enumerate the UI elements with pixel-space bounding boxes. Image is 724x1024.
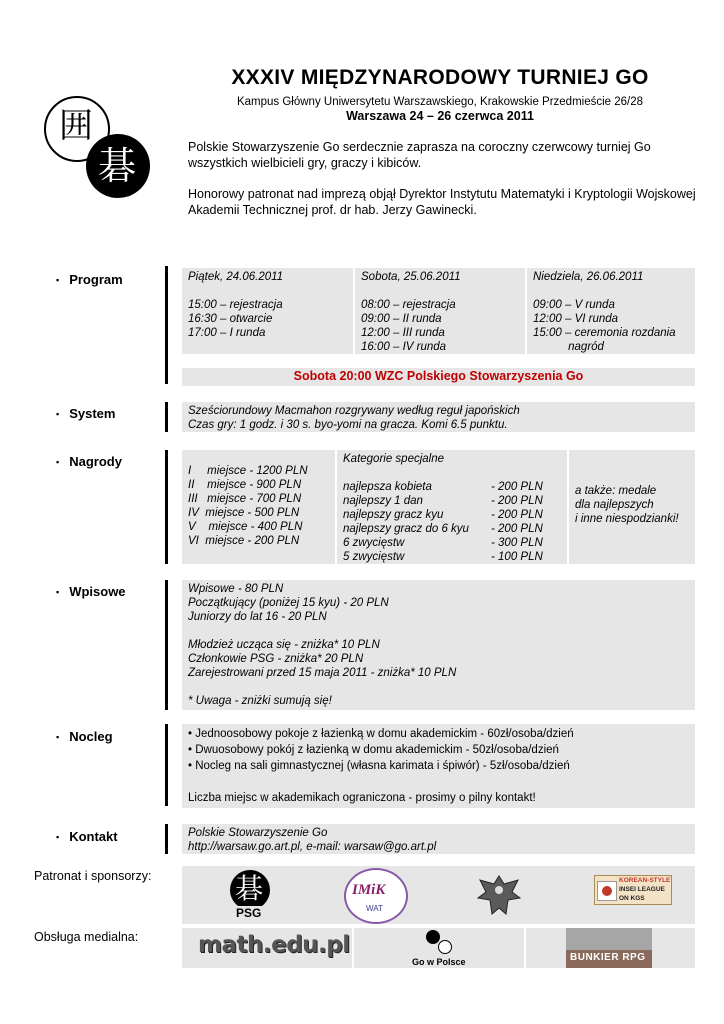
fees-box [182,580,695,710]
schedule-item: 08:00 – rejestracja [361,299,456,311]
schedule-item: 09:00 – II runda [361,313,442,325]
schedule-item: 15:00 – ceremonia rozdania [533,327,676,339]
prize-place: VI miejsce - 200 PLN [188,535,300,547]
contact-box [182,824,695,854]
special-value: - 200 PLN [491,523,543,535]
intro-paragraph-1: Polskie Stowarzyszenie Go serdecznie zaprasza na coroczny czerwcowy turniej Go wszystkich wielbicieli gry, graczy i kibiców. [188,140,651,170]
flag-icon [597,881,617,901]
black-stone-icon [426,930,440,944]
special-value: - 200 PLN [491,509,543,521]
special-row [343,550,561,564]
schedule-item: 17:00 – I runda [188,327,266,339]
extra-line: dla najlepszych [575,499,654,511]
program-day-saturday [355,268,525,354]
section-divider [165,580,168,710]
bullet-icon: ▪ [56,587,60,597]
fee-line: Zarejestrowani przed 15 maja 2011 - zniżka* 10 PLN [188,667,457,679]
go-w-polsce-logo [410,928,474,968]
contact-web-email: http://warsaw.go.art.pl, e-mail: warsaw@go.art.pl [188,841,437,853]
prize-place: V miejsce - 400 PLN [188,521,303,533]
sponsors-label: Patronat i sponsorzy: [34,869,152,883]
bullet-icon: ▪ [56,275,60,285]
logo-glyph-bottom: 碁 [98,144,137,188]
section-divider [165,266,168,384]
extra-line: i inne niespodzianki! [575,513,679,525]
day-header: Sobota, 25.06.2011 [361,271,461,283]
accommodation-line: Liczba miejsc w akademikach ograniczona - prosimy o pilny kontakt! [188,792,536,804]
imik-text: IMiK [352,882,386,898]
prize-place: III miejsce - 700 PLN [188,493,302,505]
schedule-item: 12:00 – III runda [361,327,445,339]
prize-place: I miejsce - 1200 PLN [188,465,308,477]
extra-line: a także: medale [575,485,657,497]
fee-line: Członkowie PSG - zniżka* 20 PLN [188,653,364,665]
schedule-item: 09:00 – V runda [533,299,615,311]
special-row [343,536,561,550]
section-label-nocleg [56,729,113,744]
section-title: System [69,406,116,421]
special-row [343,494,561,508]
section-divider [165,724,168,806]
flag-circle [602,886,612,896]
page-title: XXXIV MIĘDZYNARODOWY TURNIEJ GO [231,66,649,89]
event-dates: Warszawa 24 – 26 czerwca 2011 [346,109,534,123]
program-day-friday [182,268,353,354]
section-title: Wpisowe [69,584,126,599]
accommodation-line [188,774,689,790]
schedule-item: 12:00 – VI runda [533,313,619,325]
special-name: najlepsza kobieta [343,481,432,493]
section-label-nagrody [56,454,122,469]
intro-paragraph-2: Honorowy patronat nad imprezą objął Dyrektor Instytutu Matematyki i Kryptologii Wojskowej Akademii Technicznej prof. dr hab. Jerzy Gawinecki. [188,187,696,217]
fee-line: Początkujący (poniżej 15 kyu) - 20 PLN [188,597,389,609]
bullet-icon: ▪ [56,732,60,742]
psg-text: PSG [236,906,262,920]
media-label: Obsługa medialna: [34,930,139,944]
accommodation-line: • Jednoosobowy pokoje z łazienką w domu akademickim - 60zł/osoba/dzień [188,728,574,740]
prizes-places-box [182,450,335,564]
korean-line-2: INSEI LEAGUE [619,886,665,893]
section-label-kontakt [56,829,118,844]
prize-place: IV miejsce - 500 PLN [188,507,300,519]
prizes-extra-box [569,450,695,564]
section-title: Nagrody [69,454,122,469]
psg-glyph: 碁 [235,872,264,905]
special-value: - 100 PLN [491,551,543,563]
section-label-system [56,406,115,421]
schedule-item: 15:00 – rejestracja [188,299,283,311]
eagle-emblem-logo [474,870,524,922]
section-divider [165,402,168,432]
prize-place: II miejsce - 900 PLN [188,479,302,491]
section-title: Program [69,272,123,287]
bullet-icon: ▪ [56,409,60,419]
section-divider [165,450,168,564]
bunkier-image [566,928,652,950]
prizes-special-box [337,450,567,564]
day-header: Niedziela, 26.06.2011 [533,271,644,283]
system-line: Sześciorundowy Macmahon rozgrywany według reguł japońskich [188,405,520,417]
fee-line: * Uwaga - zniżki sumują się! [188,695,332,707]
logo-glyph-top: 囲 [59,106,93,146]
accommodation-line: • Nocleg na sali gimnastycznej (własna karimata i śpiwór) - 5zł/osoba/dzień [188,760,570,772]
special-name: 6 zwycięstw [343,537,405,549]
special-row [343,508,561,522]
special-name: najlepszy 1 dan [343,495,423,507]
accommodation-box [182,724,695,808]
fee-line [188,680,689,694]
wat-text: WAT [366,904,383,913]
special-value: - 200 PLN [491,481,543,493]
contact-org: Polskie Stowarzyszenie Go [188,827,328,839]
program-day-sunday [527,268,695,354]
korean-insei-logo [594,875,672,905]
system-box [182,402,695,432]
eagle-icon [474,870,524,922]
section-title: Kontakt [69,829,118,844]
section-divider [165,824,168,854]
fee-line [188,624,689,638]
special-row [343,480,561,494]
special-row [343,522,561,536]
schedule-item: 16:00 – IV runda [361,341,447,353]
special-header: Kategorie specjalne [343,453,445,465]
bullet-icon: ▪ [56,832,60,842]
bunkier-rpg-logo [566,928,652,968]
special-value: - 300 PLN [491,537,543,549]
schedule-item: nagród [533,341,604,353]
section-label-program [56,272,123,287]
psg-logo [226,870,282,922]
imik-wat-logo [344,868,408,924]
special-name: najlepszy gracz kyu [343,509,444,521]
fee-line: Młodzież ucząca się - zniżka* 10 PLN [188,639,380,651]
section-label-wpisowe [56,584,126,599]
system-line: Czas gry: 1 godz. i 30 s. byo-yomi na gracza. Komi 6.5 punktu. [188,419,508,431]
section-title: Nocleg [69,729,113,744]
venue-address: Kampus Główny Uniwersytetu Warszawskiego, Krakowskie Przedmieście 26/28 [236,96,644,108]
go-w-polsce-text: Go w Polsce [412,957,466,967]
math-edu-logo: math.edu.pl [198,932,350,958]
white-stone-icon [438,940,452,954]
bunkier-text: BUNKIER RPG [570,952,646,963]
accommodation-line: • Dwuosobowy pokój z łazienką w domu akademickim - 50zł/osoba/dzień [188,744,559,756]
special-value: - 200 PLN [491,495,543,507]
special-name: 5 zwycięstw [343,551,405,563]
go-logo [40,96,152,200]
bullet-icon: ▪ [56,457,60,467]
wzc-announcement: Sobota 20:00 WZC Polskiego Stowarzyszenia Go [182,368,695,386]
fee-line: Wpisowe - 80 PLN [188,583,284,595]
special-name: najlepszy gracz do 6 kyu [343,523,469,535]
schedule-item: 16:30 – otwarcie [188,313,273,325]
korean-line-3: ON KGS [619,895,645,902]
fee-line: Juniorzy do lat 16 - 20 PLN [188,611,327,623]
korean-line-1: KOREAN-STYLE [619,877,671,884]
day-header: Piątek, 24.06.2011 [188,271,284,283]
